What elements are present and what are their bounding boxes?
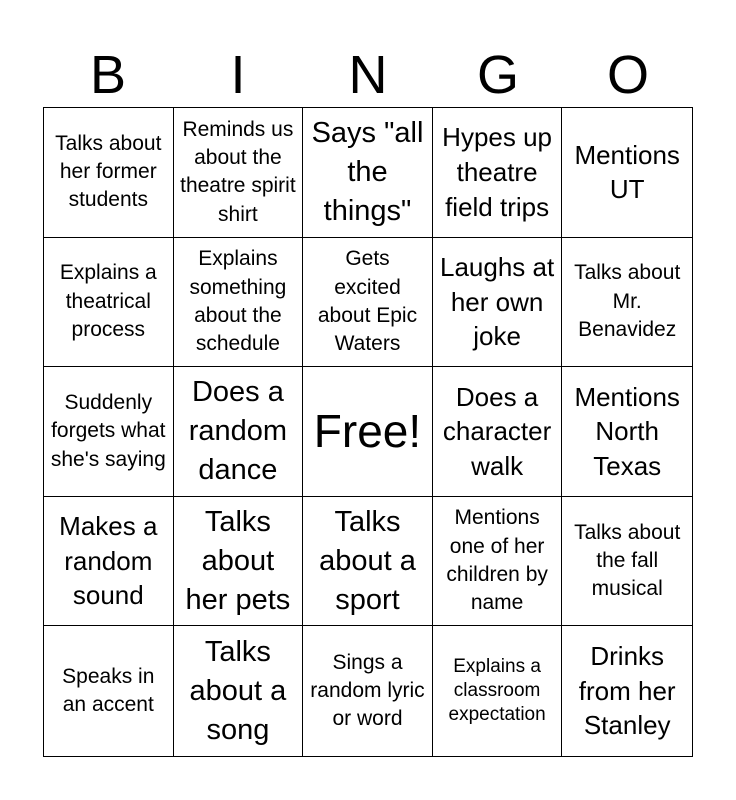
bingo-cell[interactable] (174, 238, 304, 368)
bingo-cell[interactable] (174, 108, 304, 238)
bingo-cell-text: Mentions one of her children by name (446, 506, 548, 615)
bingo-cell-text: Talks about a sport (319, 505, 416, 616)
header-letter-b: B (89, 45, 127, 105)
bingo-cell-text: Hypes up theatre field trips (442, 122, 553, 222)
bingo-cell[interactable] (562, 626, 692, 756)
bingo-cell[interactable] (433, 367, 563, 497)
bingo-cell[interactable] (562, 497, 692, 627)
bingo-cell-text: Talks about her pets (185, 505, 291, 616)
bingo-cell[interactable] (562, 238, 692, 368)
bingo-cell-text: Mentions UT (574, 139, 680, 205)
bingo-cell[interactable] (303, 238, 433, 368)
bingo-cell-text: Explains a theatrical process (59, 261, 157, 342)
bingo-cell[interactable] (303, 626, 433, 756)
bingo-header (43, 44, 693, 106)
bingo-cell[interactable] (44, 367, 174, 497)
bingo-cell-text: Does a character walk (442, 381, 552, 481)
bingo-cell-text: Free! (313, 404, 422, 457)
free-space-cell[interactable] (303, 367, 433, 497)
bingo-cell-text: Sings a random lyric or word (310, 650, 425, 731)
bingo-cell[interactable] (303, 108, 433, 238)
bingo-cell[interactable] (44, 497, 174, 627)
bingo-cell[interactable] (433, 626, 563, 756)
header-letter-i: I (230, 45, 246, 105)
bingo-cell[interactable] (44, 238, 174, 368)
bingo-cell-text: Talks about a song (189, 635, 287, 746)
header-letter-g: G (476, 45, 519, 105)
bingo-cell[interactable] (433, 238, 563, 368)
bingo-cell[interactable] (433, 497, 563, 627)
bingo-cell-text: Speaks in an accent (62, 664, 155, 717)
bingo-cell[interactable] (303, 497, 433, 627)
bingo-cell-text: Does a random dance (188, 376, 288, 486)
bingo-cell-text: Reminds us about the theatre spirit shirt (180, 117, 296, 226)
bingo-cell-text: Makes a random sound (59, 511, 158, 611)
bingo-cell-text: Gets excited about Epic Waters (317, 247, 418, 356)
bingo-cell[interactable] (562, 108, 692, 238)
bingo-cell[interactable] (174, 626, 304, 756)
bingo-cell[interactable] (562, 367, 692, 497)
bingo-cell-text: Says "all the things" (311, 117, 424, 227)
bingo-cell-text: Talks about Mr. Benavidez (574, 261, 681, 342)
bingo-cell[interactable] (174, 367, 304, 497)
header-letter-n: N (348, 45, 388, 105)
bingo-cell-text: Laughs at her own joke (439, 252, 555, 352)
header-letter-o: O (606, 45, 649, 105)
bingo-card-grid (43, 107, 693, 757)
bingo-cell[interactable] (433, 108, 563, 238)
bingo-cell-text: Drinks from her Stanley (578, 641, 676, 741)
bingo-cell[interactable] (174, 497, 304, 627)
bingo-cell-text: Suddenly forgets what she's saying (50, 390, 166, 471)
bingo-cell-text: Talks about the fall musical (574, 520, 681, 601)
bingo-cell-text: Mentions North Texas (574, 381, 680, 481)
bingo-cell-text: Explains something about the schedule (189, 247, 287, 356)
bingo-cell[interactable] (44, 108, 174, 238)
bingo-cell-text: Explains a classroom expectation (448, 655, 546, 726)
bingo-cell[interactable] (44, 626, 174, 756)
bingo-cell-text: Talks about her former students (55, 131, 162, 212)
